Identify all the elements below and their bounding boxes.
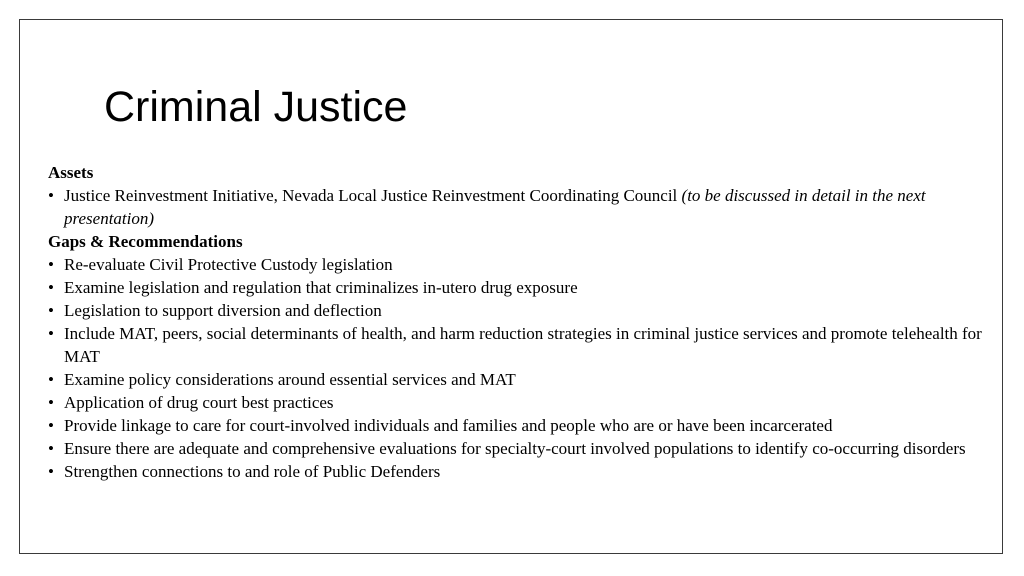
- bullet-icon: •: [48, 186, 54, 205]
- bullet-icon: •: [48, 439, 54, 458]
- gaps-item-text: Examine policy considerations around essential services and MAT: [64, 370, 516, 389]
- gaps-item-text: Include MAT, peers, social determinants of health, and harm reduction strategies in criminal justice services and promote telehealth for MAT: [64, 324, 982, 366]
- gaps-item: [48, 391, 988, 414]
- gaps-item: [48, 460, 988, 483]
- gaps-item-text: Strengthen connections to and role of Public Defenders: [64, 462, 441, 481]
- gaps-list: [48, 253, 988, 483]
- bullet-icon: •: [48, 462, 54, 481]
- gaps-item-text: Provide linkage to care for court-involved individuals and families and people who are or have been incarcerated: [64, 416, 833, 435]
- assets-item-note: (to be discussed in detail in the next presentation): [64, 186, 926, 228]
- bullet-icon: •: [48, 393, 54, 412]
- gaps-heading: Gaps & Recommendations: [48, 232, 243, 251]
- assets-heading: Assets: [48, 163, 94, 182]
- bullet-icon: •: [48, 370, 54, 389]
- bullet-icon: •: [48, 255, 54, 274]
- assets-list: [48, 184, 988, 230]
- gaps-item-text: Re-evaluate Civil Protective Custody legislation: [64, 255, 393, 274]
- gaps-item-text: Application of drug court best practices: [64, 393, 334, 412]
- gaps-item-text: Ensure there are adequate and comprehensive evaluations for specialty-court involved populations to identify co-occurring disorders: [64, 439, 966, 458]
- gaps-item-text: Examine legislation and regulation that criminalizes in-utero drug exposure: [64, 278, 578, 297]
- bullet-icon: •: [48, 416, 54, 435]
- assets-item-text: Justice Reinvestment Initiative, Nevada Local Justice Reinvestment Coordinating Council: [64, 186, 682, 205]
- assets-item: [48, 184, 988, 230]
- slide-content: [48, 161, 988, 483]
- gaps-item: [48, 322, 988, 368]
- slide-title: Criminal Justice: [104, 83, 408, 131]
- bullet-icon: •: [48, 278, 54, 297]
- gaps-item: [48, 368, 988, 391]
- gaps-item: [48, 253, 988, 276]
- gaps-item: [48, 299, 988, 322]
- bullet-icon: •: [48, 301, 54, 320]
- gaps-item: [48, 437, 988, 460]
- gaps-item: [48, 276, 988, 299]
- gaps-item-text: Legislation to support diversion and deflection: [64, 301, 382, 320]
- bullet-icon: •: [48, 324, 54, 343]
- gaps-item: [48, 414, 988, 437]
